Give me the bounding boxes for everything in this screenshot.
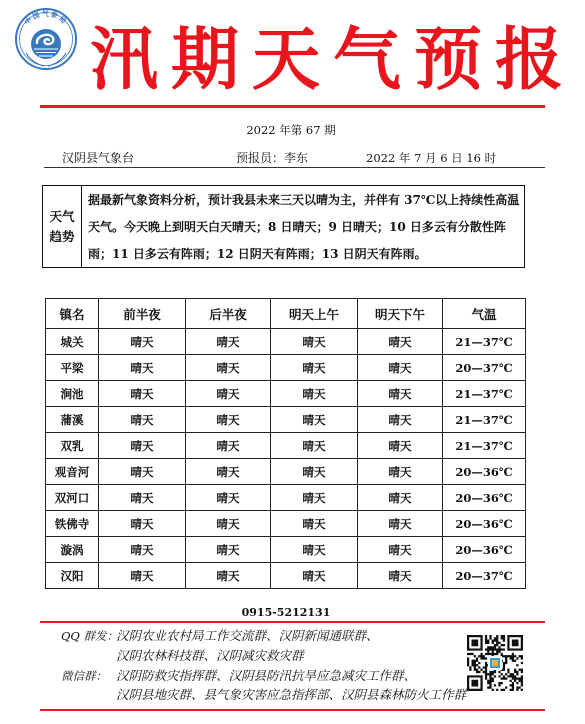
table-row (46, 381, 526, 407)
trend-line: 天气。今天晚上到明天白天晴天；8 日晴天；9 日晴天；10 日多云有分散性阵 (88, 220, 506, 234)
table-row (46, 537, 526, 563)
wechat-groups-line: 汉阴防救灾指挥群、汉阴县防汛抗旱应急减灾工作群、 (116, 668, 417, 683)
table-row (46, 459, 526, 485)
table-row (46, 407, 526, 433)
cell-first-half-night: 晴天 (99, 407, 186, 433)
cell-tomorrow-morning: 晴天 (271, 459, 358, 485)
trend-line: 据最新气象资料分析，预计我县未来三天以晴为主，并伴有 37℃以上持续性高温 (88, 193, 520, 207)
cell-tomorrow-afternoon: 晴天 (358, 537, 443, 563)
column-header-town: 镇名 (46, 299, 99, 329)
cell-first-half-night: 晴天 (99, 459, 186, 485)
cell-tomorrow-morning: 晴天 (271, 381, 358, 407)
cell-second-half-night: 晴天 (186, 355, 271, 381)
cell-second-half-night: 晴天 (186, 459, 271, 485)
cell-tomorrow-afternoon: 晴天 (358, 355, 443, 381)
table-row (46, 355, 526, 381)
cell-temperature: 21—37℃ (443, 381, 526, 407)
cell-first-half-night: 晴天 (99, 563, 186, 589)
cell-first-half-night: 晴天 (99, 433, 186, 459)
cell-tomorrow-afternoon: 晴天 (358, 433, 443, 459)
weather-trend-box (42, 185, 525, 268)
table-row (46, 511, 526, 537)
cell-town: 平梁 (46, 355, 99, 381)
table-header-row (46, 299, 526, 329)
info-rule (44, 167, 545, 168)
cell-tomorrow-afternoon: 晴天 (358, 381, 443, 407)
cell-town: 城关 (46, 329, 99, 355)
cell-first-half-night: 晴天 (99, 511, 186, 537)
cell-temperature: 21—37℃ (443, 329, 526, 355)
qr-code (467, 635, 523, 691)
cell-tomorrow-morning: 晴天 (271, 433, 358, 459)
cell-tomorrow-morning: 晴天 (271, 511, 358, 537)
cell-first-half-night: 晴天 (99, 381, 186, 407)
cell-town: 汉阳 (46, 563, 99, 589)
cell-first-half-night: 晴天 (99, 537, 186, 563)
cell-tomorrow-morning: 晴天 (271, 355, 358, 381)
cell-second-half-night: 晴天 (186, 485, 271, 511)
cma-logo (14, 7, 78, 71)
cell-town: 双乳 (46, 433, 99, 459)
wechat-label: 微信群： (61, 669, 107, 683)
title-rule (40, 105, 545, 108)
cell-first-half-night: 晴天 (99, 355, 186, 381)
trend-text (82, 186, 519, 267)
logo-lettering: 中国气象局 (22, 9, 70, 27)
issue-number: 2022 年第 67 期 (246, 123, 336, 137)
cell-town: 涧池 (46, 381, 99, 407)
footer-rule (40, 621, 545, 623)
bottom-rule (40, 709, 545, 711)
cell-temperature: 20—36℃ (443, 511, 526, 537)
cell-second-half-night: 晴天 (186, 329, 271, 355)
phone-number: 0915-5212131 (241, 606, 331, 619)
forecast-table (45, 298, 526, 589)
cell-tomorrow-afternoon: 晴天 (358, 511, 443, 537)
cell-tomorrow-afternoon: 晴天 (358, 563, 443, 589)
trend-label (43, 186, 82, 267)
trend-line: 雨；11 日多云有阵雨；12 日阴天有阵雨；13 日阴天有阵雨。 (88, 247, 427, 261)
cell-first-half-night: 晴天 (99, 485, 186, 511)
cell-temperature: 20—37℃ (443, 355, 526, 381)
cell-tomorrow-morning: 晴天 (271, 485, 358, 511)
table-body (46, 329, 526, 589)
table-row (46, 329, 526, 355)
cell-tomorrow-afternoon: 晴天 (358, 329, 443, 355)
cell-tomorrow-morning: 晴天 (271, 537, 358, 563)
cell-tomorrow-afternoon: 晴天 (358, 459, 443, 485)
issue-datetime: 2022 年 7 月 6 日 16 时 (366, 151, 497, 165)
column-header-temperature: 气温 (443, 299, 526, 329)
cell-town: 铁佛寺 (46, 511, 99, 537)
cell-tomorrow-morning: 晴天 (271, 329, 358, 355)
column-header-tomorrow-morning: 明天上午 (271, 299, 358, 329)
document-title: 汛期天气预报 (90, 20, 577, 100)
cell-tomorrow-morning: 晴天 (271, 407, 358, 433)
cell-town: 漩涡 (46, 537, 99, 563)
column-header-second-half-night: 后半夜 (186, 299, 271, 329)
cell-temperature: 20—36℃ (443, 485, 526, 511)
cell-tomorrow-afternoon: 晴天 (358, 407, 443, 433)
table-row (46, 485, 526, 511)
cell-town: 双河口 (46, 485, 99, 511)
table-row (46, 433, 526, 459)
cell-temperature: 21—37℃ (443, 407, 526, 433)
wechat-groups-line: 汉阴县地灾群、县气象灾害应急指挥部、汉阴县森林防火工作群 (116, 687, 467, 702)
forecaster: 预报员：李东 (236, 151, 309, 165)
cell-second-half-night: 晴天 (186, 563, 271, 589)
cell-tomorrow-morning: 晴天 (271, 563, 358, 589)
cell-temperature: 20—36℃ (443, 459, 526, 485)
trend-label-line: 趋势 (49, 228, 75, 244)
cell-temperature: 20—36℃ (443, 537, 526, 563)
cell-second-half-night: 晴天 (186, 537, 271, 563)
cell-second-half-night: 晴天 (186, 381, 271, 407)
cell-temperature: 21—37℃ (443, 433, 526, 459)
cell-first-half-night: 晴天 (99, 329, 186, 355)
cell-town: 观音河 (46, 459, 99, 485)
cell-tomorrow-afternoon: 晴天 (358, 485, 443, 511)
station-name: 汉阴县气象台 (62, 151, 135, 165)
column-header-tomorrow-afternoon: 明天下午 (358, 299, 443, 329)
qq-groups-line: 汉阴农林科技群、汉阴减灾救灾群 (116, 648, 304, 663)
trend-label-line: 天气 (49, 208, 75, 224)
qq-groups-line: 汉阴农业农村局工作交流群、汉阴新闻通联群、 (116, 628, 379, 643)
cell-temperature: 20—37℃ (443, 563, 526, 589)
cell-second-half-night: 晴天 (186, 511, 271, 537)
cell-second-half-night: 晴天 (186, 433, 271, 459)
column-header-first-half-night: 前半夜 (99, 299, 186, 329)
table-row (46, 563, 526, 589)
qq-label: QQ 群发： (61, 629, 119, 643)
cell-town: 蒲溪 (46, 407, 99, 433)
cell-second-half-night: 晴天 (186, 407, 271, 433)
